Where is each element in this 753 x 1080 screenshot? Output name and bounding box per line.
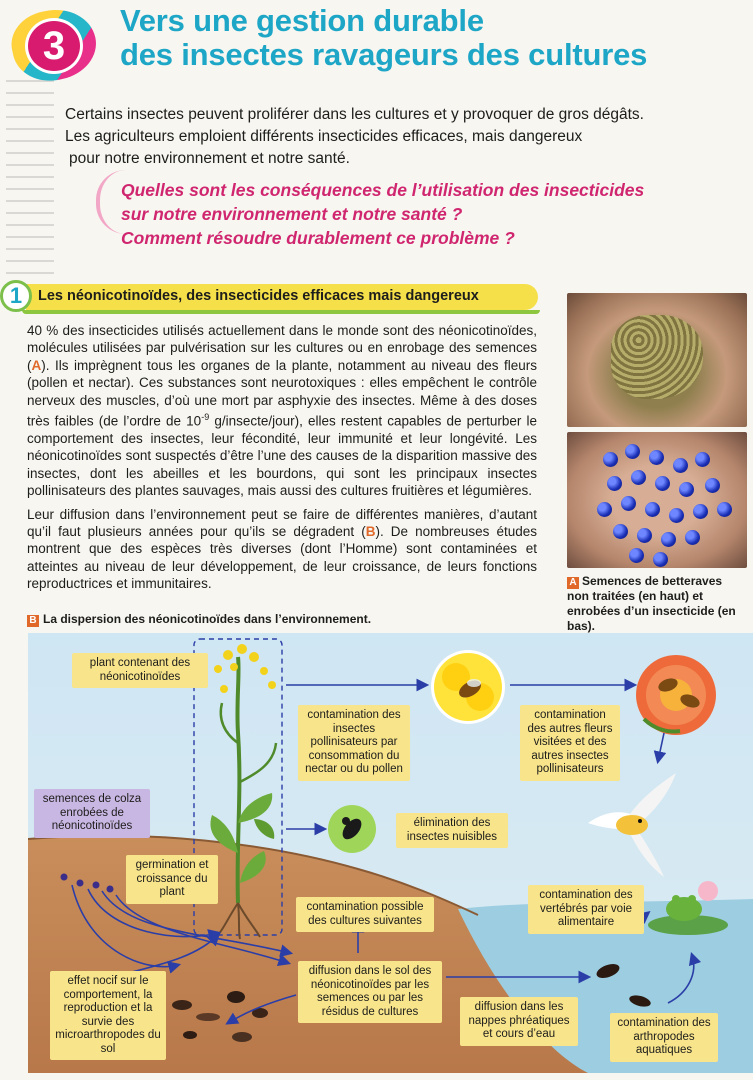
blue-seed (717, 502, 732, 517)
blue-seed (597, 502, 612, 517)
box-plant: plant contenant des néonicotinoïdes (72, 653, 208, 688)
chapter-number: 3 (25, 18, 83, 74)
untreated-seeds-photo (567, 293, 747, 427)
question-line-3: Comment résoudre durablement ce problème ? (121, 228, 515, 248)
body-p1-part-c: g/insecte/jour), elles restent capables de perturber le comportement des insectes, leur fécondité, leur immunité et leur longévité. Les néonicotinoïdes sont suspectés d’être l’une des causes de la disparition massive des insectes, dont les abeilles et les bourdons, qui sont les principaux insectes pollinisateurs des plantes sauvages, mais aussi des cultures fruitières et légumières. (27, 413, 537, 499)
box-vertebrates: contamination des vertébrés par voie alimentaire (528, 885, 644, 934)
faded-background-text (0, 70, 62, 280)
blue-seed (603, 452, 618, 467)
intro-line-2: Les agriculteurs emploient différents insecticides efficaces, mais dangereux (65, 128, 583, 145)
coated-seeds-photo (567, 432, 747, 568)
body-paragraph-1 (27, 322, 537, 500)
blue-seed (661, 532, 676, 547)
blue-seed (629, 548, 644, 563)
document-body (27, 322, 537, 599)
box-harmful-effect: effet nocif sur le comportement, la reproduction et la survie des microarthropodes du sol (50, 971, 166, 1060)
blue-seed (695, 452, 710, 467)
blue-seed (669, 508, 684, 523)
blue-seed (621, 496, 636, 511)
box-water-diffusion: diffusion dans les nappes phréatiques et cours d’eau (460, 997, 578, 1046)
blue-seed (613, 524, 628, 539)
question-line-2: sur notre environnement et notre santé ? (121, 204, 463, 224)
diagram-caption-text: La dispersion des néonicotinoïdes dans l’environnement. (43, 612, 372, 626)
body-p1-part-a: 40 % des insecticides utilisés actuellement dans le monde sont des néonicotinoïdes, molécules utilisées par pulvérisation sur les cultures ou en enrobage des semences ( (27, 323, 537, 373)
section-title: Les néonicotinoïdes, des insecticides efficaces mais dangereux (38, 288, 479, 304)
box-elimination: élimination des insectes nuisibles (396, 813, 508, 848)
blue-seed (607, 476, 622, 491)
photo-caption (567, 574, 747, 634)
chapter-badge (8, 6, 104, 82)
ref-tag-b: B (365, 523, 376, 539)
red-flower-with-bees (636, 655, 716, 735)
key-questions (121, 178, 721, 250)
body-paragraph-2 (27, 506, 537, 593)
blue-seed (655, 476, 670, 491)
section-number: 1 (0, 280, 32, 312)
blue-seed (685, 530, 700, 545)
caption-tag-a: A (567, 577, 579, 589)
blue-seed (637, 528, 652, 543)
blue-seed (631, 470, 646, 485)
blue-seed (653, 552, 668, 567)
page-title (120, 4, 750, 72)
intro-paragraph (65, 104, 705, 170)
box-pollinators: contamination des insectes pollinisateurs par consommation du nectar ou du pollen (298, 705, 410, 781)
diagram-caption (27, 612, 371, 627)
yellow-flower-with-bee (431, 650, 505, 724)
blue-seed (625, 444, 640, 459)
caption-tag-b: B (27, 615, 39, 627)
blue-seed (645, 502, 660, 517)
question-line-1: Quelles sont les conséquences de l’utilisation des insecticides (121, 180, 645, 200)
box-seeds: semences de colza enrobées de néonicotinoïdes (34, 789, 150, 838)
blue-seed (679, 482, 694, 497)
box-soil-diffusion: diffusion dans le sol des néonicotinoïdes par les semences ou par les résidus de cultures (298, 961, 442, 1023)
box-germination: germination et croissance du plant (126, 855, 218, 904)
body-p2-part-b: ). De nombreuses études montrent que des espèces très diverses (dont l’Homme) sont contaminées et atteintes au niveau de leur développement, de leur croissance, de leurs fonctions reproductrices et immunitaires. (27, 523, 537, 592)
body-p2-part-a: Leur diffusion dans l’environnement peut se faire de différentes manières, d’autant qu’il faut plusieurs années pour qu’ils se dégradent ( (27, 506, 537, 539)
box-other-flowers: contamination des autres fleurs visitées et des autres insectes pollinisateurs (520, 705, 620, 781)
dispersion-diagram (28, 633, 753, 1073)
box-next-crops: contamination possible des cultures suivantes (296, 897, 434, 932)
intro-line-1: Certains insectes peuvent proliférer dans les cultures et y provoquer de gros dégâts. (65, 106, 644, 123)
harmful-beetle (328, 805, 376, 853)
photo-caption-text: Semences de betteraves non traitées (en haut) et enrobées d’un insecticide (en bas). (567, 574, 736, 633)
body-p1-part-b: ). Ils imprègnent tous les organes de la plante, notamment au niveau des fleurs (pollen et nectar). Ces substances sont neurotoxiques : elles empêchent le contrôle nerveux des muscles, d’où une mort par asphyxie des insectes. Même à des doses très faibles (de l’ordre de 10 (27, 357, 537, 429)
box-aquatic: contamination des arthropodes aquatiques (610, 1013, 718, 1062)
seed-pile (611, 315, 703, 399)
title-line-1: Vers une gestion durable (120, 3, 484, 38)
intro-line-3: pour notre environnement et notre santé. (69, 150, 350, 167)
blue-seed (705, 478, 720, 493)
title-line-2: des insectes ravageurs des cultures (120, 37, 648, 72)
ref-tag-a: A (31, 357, 42, 373)
blue-seed (693, 504, 708, 519)
blue-seed (649, 450, 664, 465)
body-p1-exponent: -9 (201, 412, 210, 423)
blue-seed (673, 458, 688, 473)
